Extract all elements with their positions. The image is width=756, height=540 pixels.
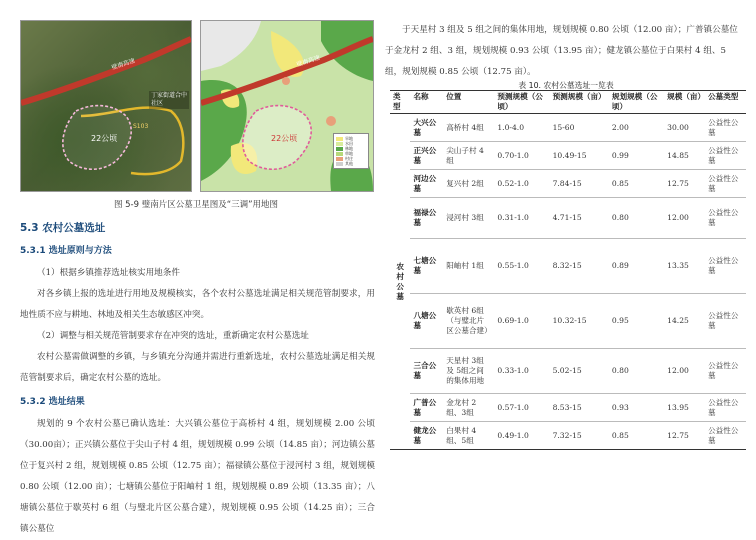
table-cell-kind: 公益性公墓: [708, 117, 739, 137]
table-cell-plan-ha: 2.00: [611, 122, 629, 132]
paragraph: 对各乡镇上报的选址进行用地及规模核实，各个农村公墓选址满足相关规范管制要求，用地性质不应与耕地、林地及相关生态敏感区冲突。: [20, 289, 375, 320]
table-cell-pred-mu: 4.71-15: [552, 213, 582, 222]
legend-label: 旱地: [345, 136, 353, 141]
table-cell-pred-mu: 8.32-15: [552, 261, 582, 270]
table-row: [390, 422, 746, 450]
table-cell-pred-mu: 10.32-15: [552, 316, 587, 325]
table-row: [390, 142, 746, 170]
table-cell-pred-ha: 0.57-1.0: [497, 402, 529, 412]
table-cell-pred-ha: 0.33-1.0: [497, 366, 529, 375]
table-cell-plan-mu: 13.95: [667, 402, 689, 412]
legend-label: 其他: [345, 161, 353, 166]
table-cell-name: 三合公墓: [413, 361, 437, 380]
table-cell-plan-ha: 0.85: [611, 178, 629, 188]
table-cell-pred-ha: 0.31-1.0: [497, 213, 529, 222]
legend-swatch: [336, 162, 343, 166]
header-cell: 类型: [393, 92, 401, 111]
header-cell: 名称: [413, 92, 429, 101]
table-row: [390, 198, 746, 239]
table-cell-name: 大兴公墓: [413, 117, 437, 137]
table-cell-plan-mu: 13.35: [667, 261, 689, 270]
table-cell-pred-ha: 1.0-4.0: [497, 122, 525, 132]
satellite-map: [20, 20, 192, 192]
table-cell-pred-ha: 0.52-1.0: [497, 178, 529, 188]
table-cell-kind: 公益性公墓: [708, 208, 739, 227]
road-label: 壁南高速: [295, 54, 321, 69]
table-cell-kind: 公益性公墓: [708, 256, 739, 275]
cemetery-table: [390, 90, 746, 450]
table-cell-pred-mu: 15-60: [552, 122, 575, 132]
table-title: 表 10. 农村公墓选址一览表: [518, 81, 614, 90]
table-row: [390, 349, 746, 394]
paragraph: 农村公墓需做调整的乡镇，与乡镇充分沟通并需进行重新选址，农村公墓选址满足相关规范管制要求后，确定农村公墓的选址。: [20, 352, 375, 383]
header-cell: 预测规模（公顷）: [497, 92, 543, 111]
paragraph-continuation: 于天星村 3 组及 5 组之间的集体用地，规划规模 0.80 公顷（12.00 亩）；广普镇公墓位于金龙村 2 组、3 组，规划规模 0.93 公顷（13.95 亩）；健龙镇公墓位于白果村 4 组、5 组，规划规模 0.85 公顷（12.75 亩）。: [385, 25, 738, 77]
legend-item: [336, 161, 366, 166]
place-tag: 丁家街道合中社区: [151, 92, 188, 107]
table-cell-plan-ha: 0.80: [611, 213, 629, 222]
table-cell-plan-mu: 30.00: [667, 122, 689, 132]
table-cell-pred-mu: 5.02-15: [552, 366, 582, 375]
header-cell: 位置: [446, 92, 462, 101]
table-cell-plan-ha: 0.85: [611, 430, 629, 440]
table-cell-plan-mu: 12.00: [667, 213, 689, 222]
legend-swatch: [336, 157, 343, 161]
table-cell-name: 福禄公墓: [413, 208, 437, 227]
table-cell-kind: 公益性公墓: [708, 173, 739, 193]
land-use-map: [200, 20, 374, 192]
table-row: [390, 114, 746, 142]
table-cell-name: 八塘公墓: [413, 311, 437, 330]
table-header-row: [390, 91, 746, 114]
header-cell: 规划规模（公顷）: [611, 92, 658, 111]
table-cell-loc: 白果村 4组、5组: [446, 425, 477, 445]
area-label: 22公顷: [271, 134, 298, 143]
table-cell-pred-mu: 7.84-15: [552, 178, 582, 188]
table-cell-name: 河边公墓: [413, 173, 437, 193]
table-cell-kind: 公益性公墓: [708, 145, 739, 165]
header-cell: 预测规模（亩）: [552, 92, 606, 101]
right-column: [385, 0, 756, 519]
paragraph: （1）根据乡镇推荐选址核实用地条件: [37, 268, 180, 278]
table-cell-pred-ha: 0.55-1.0: [497, 261, 529, 270]
table-cell-plan-ha: 0.89: [611, 261, 629, 270]
left-column: [0, 0, 380, 534]
route-label: S103: [133, 123, 149, 130]
table-row: [390, 170, 746, 198]
table-cell-kind: 公益性公墓: [708, 397, 739, 417]
table-row: [390, 394, 746, 422]
table-cell-plan-mu: 12.00: [667, 366, 689, 375]
table-cell-loc: 尖山子村 4组: [446, 145, 484, 165]
area-label: 22公顷: [91, 134, 118, 143]
table-cell-plan-ha: 0.99: [611, 150, 629, 160]
legend-label: 林地: [345, 146, 353, 151]
table-cell-loc: 天星村 3组及 5组之间的集体用地: [446, 356, 485, 385]
table-cell-pred-ha: 0.49-1.0: [497, 430, 529, 440]
road-label: 壁南高速: [110, 57, 136, 72]
table-cell-kind: 公益性公墓: [708, 311, 739, 330]
subsection-title: 5.3.1 选址原则与方法: [20, 246, 112, 256]
legend-swatch: [336, 147, 343, 151]
legend-label: 草地: [345, 151, 353, 156]
table-cell-loc: 歇英村 6组（与璧北片区公墓合建）: [446, 306, 492, 335]
legend-label: 水田: [345, 141, 353, 146]
table-cell-name: 七塘公墓: [413, 256, 437, 275]
table-cell-pred-mu: 7.32-15: [552, 430, 582, 440]
legend-swatch: [336, 142, 343, 146]
group-label-cell: 农村公墓: [396, 261, 405, 301]
table-cell-name: 正兴公墓: [413, 145, 437, 165]
table-cell-plan-mu: 12.75: [667, 430, 689, 440]
table-cell-plan-ha: 0.93: [611, 402, 629, 412]
figure-caption: 图 5-9 璧南片区公墓卫星图及“三调”用地图: [113, 200, 279, 210]
header-cell: 公墓类型: [708, 92, 739, 101]
table-cell-pred-mu: 8.53-15: [552, 402, 582, 412]
table-cell-loc: 高桥村 4组: [446, 122, 484, 132]
map-legend: [333, 133, 369, 169]
table-cell-loc: 浸河村 3组: [446, 213, 484, 222]
paragraph: 规划的 9 个农村公墓已确认选址：大兴镇公墓位于高桥村 4 组，规划规模 2.00 公顷（30.00亩）；正兴镇公墓位于尖山子村 4 组，规划规模 0.99 公顷（14.85 亩）；河边镇公墓位于复兴村 2 组，规划规模 0.85 公顷（12.75 亩）；福禄镇公墓位于浸河村 3 组，规划规模 0.80 公顷（12.00 亩）；七塘镇公墓位于阳岫村 1 组，规划规模 0.89 公顷（13.35 亩）；八塘镇公墓位于歇英村 6 组（与璧北片区公墓合建），规划规模 0.95 公顷（14.25 亩）；三合镇公墓位: [20, 419, 375, 534]
legend-label: 村庄: [345, 156, 353, 161]
table-cell-pred-mu: 10.49-15: [552, 150, 587, 160]
table-row: [390, 294, 746, 349]
table-cell-plan-ha: 0.80: [611, 366, 629, 375]
legend-swatch: [336, 137, 343, 141]
legend-swatch: [336, 152, 343, 156]
subsection-title: 5.3.2 选址结果: [20, 397, 85, 407]
section-title: 5.3 农村公墓选址: [20, 222, 106, 234]
table-cell-kind: 公益性公墓: [708, 361, 739, 380]
table-cell-plan-mu: 14.85: [667, 150, 689, 160]
table-cell-name: 健龙公墓: [413, 425, 437, 445]
table-cell-loc: 金龙村 2组、3组: [446, 397, 477, 417]
header-cell: 规模（亩）: [667, 92, 706, 101]
table-cell-plan-mu: 14.25: [667, 316, 689, 325]
table-cell-plan-ha: 0.95: [611, 316, 629, 325]
table-cell-plan-mu: 12.75: [667, 178, 689, 188]
table-cell-loc: 复兴村 2组: [446, 178, 484, 188]
table-cell-pred-ha: 0.70-1.0: [497, 150, 529, 160]
table-row: [390, 239, 746, 294]
table-cell-kind: 公益性公墓: [708, 425, 739, 445]
table-cell-loc: 阳岫村 1组: [446, 261, 484, 270]
paragraph: （2）调整与相关规范管制要求存在冲突的选址，重新确定农村公墓选址: [37, 331, 309, 341]
table-cell-name: 广普公墓: [413, 397, 437, 417]
table-cell-pred-ha: 0.69-1.0: [497, 316, 529, 325]
